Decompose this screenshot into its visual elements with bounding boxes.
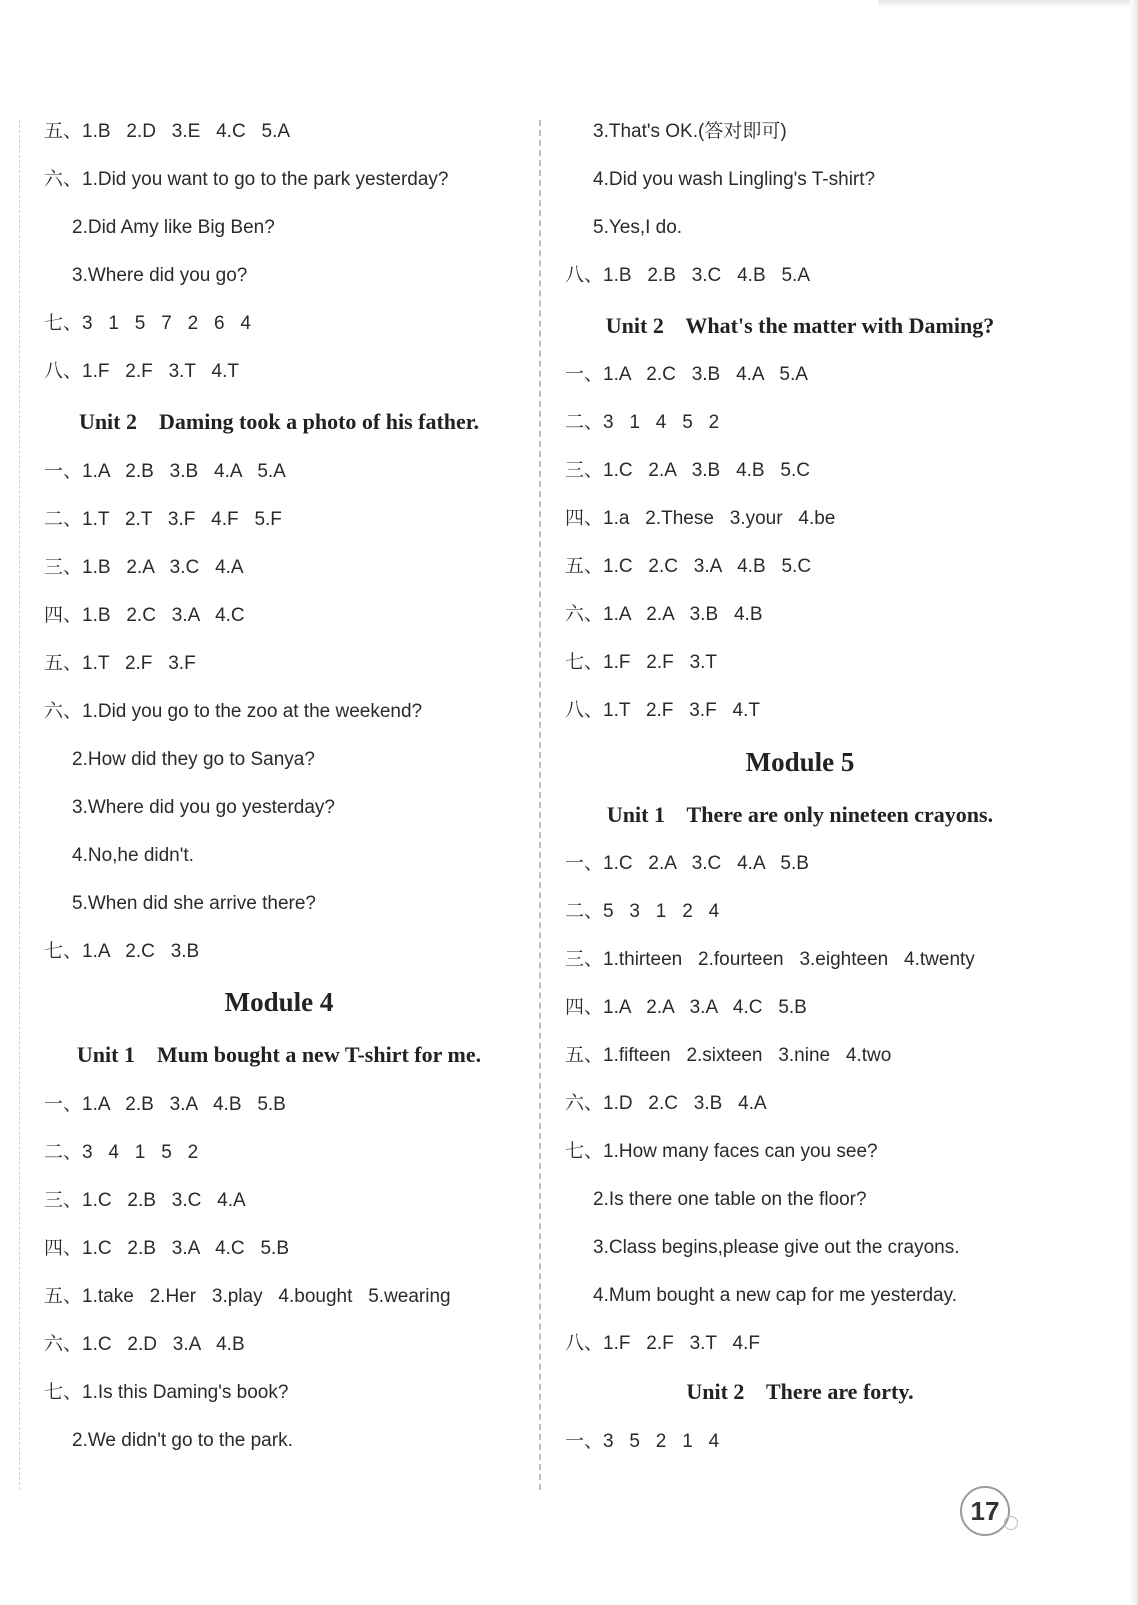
answer-line: 5.Yes,I do.	[593, 217, 683, 238]
unit-heading: Unit 1 Mum bought a new T-shirt for me.	[76, 1042, 482, 1067]
answer-line: 一、3 5 2 1 4	[565, 1431, 720, 1452]
answer-line: 三、1.C 2.B 3.C 4.A	[44, 1190, 246, 1211]
answer-line: 4.Did you wash Lingling's T-shirt?	[593, 169, 876, 190]
answer-line: 一、1.A 2.B 3.B 4.A 5.A	[44, 461, 286, 482]
column-divider	[539, 120, 541, 1490]
answer-line: 四、1.a 2.These 3.your 4.be	[565, 508, 836, 529]
module-title: Module 5	[745, 747, 855, 777]
answer-line: 七、3 1 5 7 2 6 4	[44, 313, 251, 334]
answer-line: 一、1.C 2.A 3.C 4.A 5.B	[565, 853, 809, 874]
answer-line: 八、1.B 2.B 3.C 4.B 5.A	[565, 265, 810, 286]
answer-line: 八、1.F 2.F 3.T 4.F	[565, 1333, 760, 1354]
answer-line: 六、1.C 2.D 3.A 4.B	[44, 1334, 245, 1355]
page-edge-shadow	[1130, 0, 1138, 1605]
answer-line: 三、1.B 2.A 3.C 4.A	[44, 557, 244, 578]
answer-line: 五、1.B 2.D 3.E 4.C 5.A	[44, 121, 291, 142]
answer-line: 六、1.D 2.C 3.B 4.A	[565, 1093, 767, 1114]
answer-line: 八、1.T 2.F 3.F 4.T	[565, 700, 760, 721]
answer-line: 2.How did they go to Sanya?	[72, 749, 315, 770]
answer-line: 五、1.C 2.C 3.A 4.B 5.C	[565, 556, 812, 577]
answer-line: 六、1.Did you go to the zoo at the weekend?	[44, 701, 423, 722]
answer-line: 2.Did Amy like Big Ben?	[72, 217, 275, 238]
answer-line: 5.When did she arrive there?	[72, 893, 316, 914]
answer-line: 七、1.Is this Daming's book?	[44, 1382, 289, 1403]
answer-line: 二、5 3 1 2 4	[565, 901, 720, 922]
answer-line: 三、1.thirteen 2.fourteen 3.eighteen 4.twenty	[565, 949, 975, 970]
answer-line: 3.Where did you go?	[72, 265, 248, 286]
answer-line: 2.Is there one table on the floor?	[593, 1189, 867, 1210]
answer-line: 3.Class begins,please give out the crayons.	[593, 1237, 960, 1258]
answer-line: 3.Where did you go yesterday?	[72, 797, 335, 818]
answer-line: 二、3 4 1 5 2	[44, 1142, 199, 1163]
answer-line: 四、1.C 2.B 3.A 4.C 5.B	[44, 1238, 289, 1259]
answer-line: 3.That's OK.(答对即可)	[593, 121, 787, 142]
answer-line: 三、1.C 2.A 3.B 4.B 5.C	[565, 460, 810, 481]
answer-line: 五、1.fifteen 2.sixteen 3.nine 4.two	[565, 1045, 892, 1066]
answer-line: 二、3 1 4 5 2	[565, 412, 720, 433]
answer-line: 七、1.How many faces can you see?	[565, 1141, 878, 1162]
answer-line: 一、1.A 2.C 3.B 4.A 5.A	[565, 364, 808, 385]
answer-line: 4.Mum bought a new cap for me yesterday.	[593, 1285, 957, 1306]
top-edge-shadow	[878, 0, 1138, 8]
answer-line: 五、1.take 2.Her 3.play 4.bought 5.wearing	[44, 1286, 451, 1307]
module-title: Module 4	[224, 987, 334, 1017]
answer-line: 四、1.A 2.A 3.A 4.C 5.B	[565, 997, 807, 1018]
answer-line: 六、1.A 2.A 3.B 4.B	[565, 604, 763, 625]
unit-heading: Unit 2 There are forty.	[686, 1379, 914, 1404]
answer-line: 六、1.Did you want to go to the park yesterday?	[44, 169, 449, 190]
answer-line: 五、1.T 2.F 3.F	[44, 653, 196, 674]
answer-line: 七、1.A 2.C 3.B	[44, 941, 200, 962]
unit-heading: Unit 2 Daming took a photo of his father.	[78, 409, 480, 434]
answer-line: 4.No,he didn't.	[72, 845, 194, 866]
answer-line: 八、1.F 2.F 3.T 4.T	[44, 361, 239, 382]
answer-line: 一、1.A 2.B 3.A 4.B 5.B	[44, 1094, 286, 1115]
answer-line: 2.We didn't go to the park.	[72, 1430, 293, 1451]
answer-line: 二、1.T 2.T 3.F 4.F 5.F	[44, 509, 282, 530]
page-number-badge: 17	[960, 1486, 1010, 1536]
unit-heading: Unit 2 What's the matter with Daming?	[605, 313, 995, 338]
left-margin-rule	[19, 120, 20, 1490]
answer-line: 四、1.B 2.C 3.A 4.C	[44, 605, 245, 626]
unit-heading: Unit 1 There are only nineteen crayons.	[606, 802, 994, 827]
answer-line: 七、1.F 2.F 3.T	[565, 652, 718, 673]
